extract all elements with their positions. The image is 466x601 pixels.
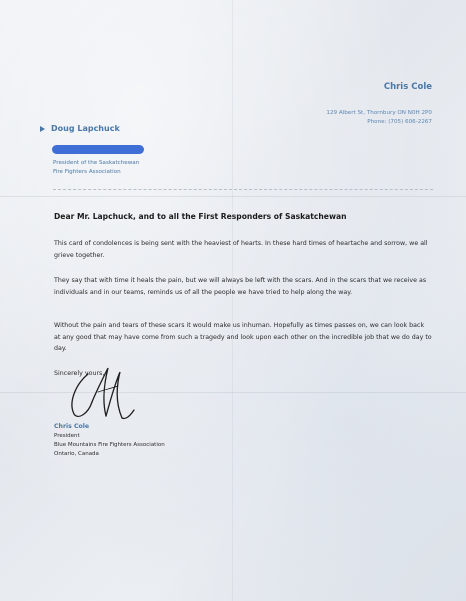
signatory-title: President — [54, 433, 80, 439]
sender-phone: Phone: (705) 606-2267 — [367, 119, 432, 125]
fold-crease — [232, 0, 233, 601]
recipient-name: Doug Lapchuck — [51, 124, 120, 133]
closing: Sincerely yours, — [54, 370, 105, 377]
body-paragraph-2: They say that with time it heals the pain, but we will always be left with the scars. And in the scars that we receive as individuals and in our teams, reminds us of all the people we have tried to help along the way. — [54, 277, 427, 296]
signatory-name: Chris Cole — [54, 423, 90, 430]
fold-crease — [0, 196, 466, 197]
sender-address: 129 Albert St, Thornbury ON N0H 2P0 — [326, 110, 432, 116]
recipient-title — [53, 159, 139, 177]
recipient-title-line2: Fire Fighters Association — [53, 169, 121, 175]
recipient-title-line1: President of the Saskatchewan — [53, 160, 140, 166]
salutation: Dear Mr. Lapchuck, and to all the First Responders of Saskatchewan — [54, 212, 347, 221]
triangle-marker-icon — [40, 126, 45, 132]
body-paragraph-1: This card of condolences is being sent with the heaviest of hearts. In these hard times of heartache and sorrow, we all grieve together. — [54, 240, 428, 259]
signatory-location: Ontario, Canada — [54, 451, 99, 457]
sender-name: Chris Cole — [383, 82, 432, 92]
body-paragraph-3: Without the pain and tears of these scars it would make us inhuman. Hopefully as times passes on, we can look back at any good that may have come from such a tragedy and look upon each other on the incredible job that we do day to day. — [54, 322, 432, 352]
redaction-mark — [52, 145, 144, 154]
handwritten-signature — [58, 362, 138, 424]
divider — [53, 189, 433, 190]
signatory-organization: Blue Mountains Fire Fighters Association — [54, 442, 165, 448]
sender-contact — [326, 109, 432, 127]
